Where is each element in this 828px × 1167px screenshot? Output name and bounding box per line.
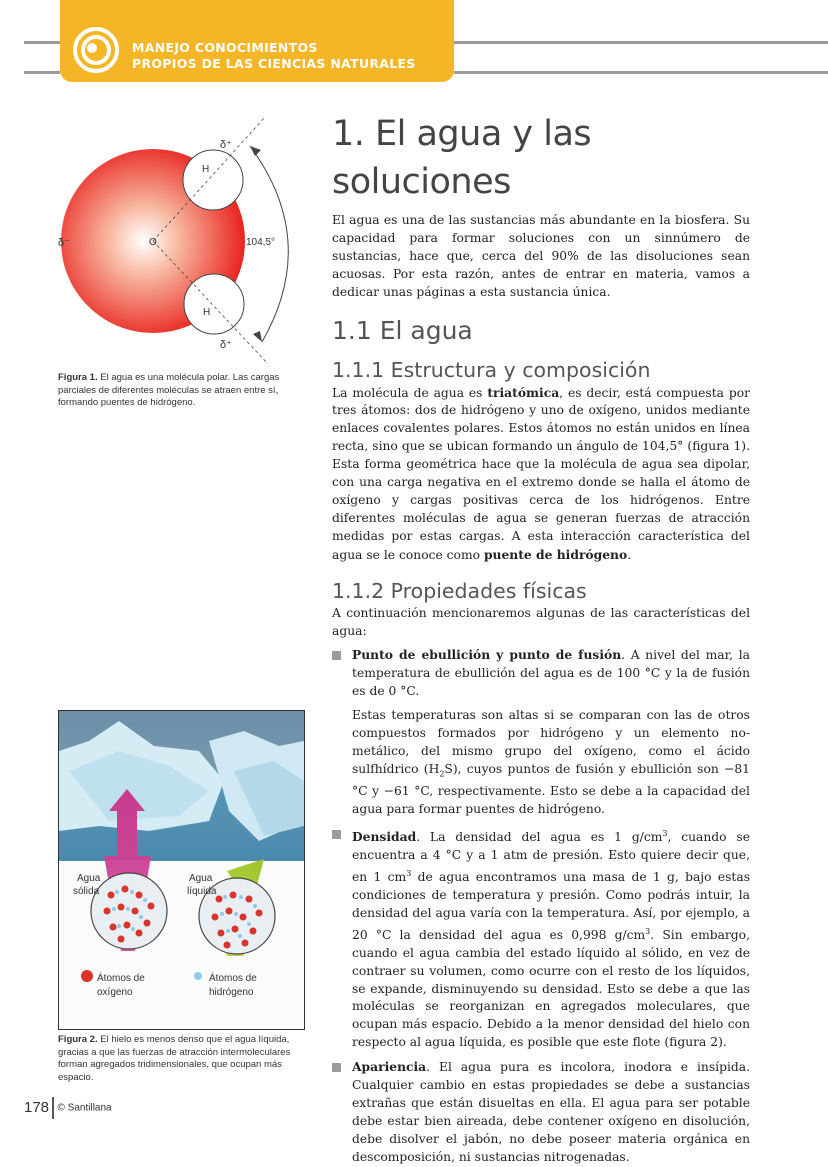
legend-oxygen-1: Átomos de	[97, 973, 145, 984]
density-sup-3: 3	[645, 926, 651, 936]
page-footer	[24, 1097, 112, 1119]
density-sup-1: 3	[662, 829, 668, 839]
hydrogen-atom-top	[183, 150, 243, 210]
figure2-ice-illustration	[58, 710, 305, 1030]
density-text-c: de agua encontramos una masa de 1 g, bajo estas condiciones de temperatura y presión. Como podrás intuir, la densidad del agua varía con la temperatura. Así, por ejemplo, a 20 °C la densidad del agua es 0,998 g/cm	[352, 870, 750, 942]
header-rule-right-2	[454, 71, 828, 74]
section-tab-text	[132, 40, 416, 72]
figure2-caption	[58, 1034, 304, 1084]
boiling-comparison-b: S), cuyos puntos de fusión y ebullición son −81 °C y −61 °C, respectivamente. Esto se debe a la capacidad del agua para formar puentes de hidrógeno.	[352, 761, 750, 817]
bullet-density-title: Densidad	[352, 829, 417, 845]
footer-divider	[52, 1097, 54, 1119]
header-rule-left-2	[24, 71, 60, 74]
label-h-top: H	[202, 164, 210, 175]
label-agua-liquida-1: Agua	[189, 873, 213, 884]
bullet-appearance	[332, 1058, 750, 1166]
page-number: 178	[24, 1099, 50, 1117]
section-1-1-heading: 1.1 El agua	[332, 315, 473, 345]
section-tab-line1: MANEJO CONOCIMIENTOS	[132, 40, 318, 55]
angle-arrow-top	[250, 146, 261, 156]
label-h-bottom: H	[203, 307, 211, 318]
boiling-comparison-paragraph	[332, 707, 750, 819]
figure2-caption-text: El hielo es menos denso que el agua líquida, gracias a que las fuerzas de atracción intermoleculares forman agregados tridimensionales, que ocupan más espacio.	[58, 1034, 291, 1083]
bullet-boiling-text: . A nivel del mar, la temperatura de ebullición del agua es de 100 °C y la de fusión es de 0 °C.	[352, 648, 750, 699]
structure-text-a: La molécula de agua es	[332, 385, 488, 400]
density-text-b: , cuando se encuentra a 4 °C y a 1 atm de presión. Esto quiere decir que, en 1 cm	[352, 830, 750, 885]
bullet-boiling-title: Punto de ebullición y punto de fusión	[352, 647, 622, 663]
intro-paragraph: El agua es una de las sustancias más abundante en la biosfera. Su capacidad para formar soluciones con un sinnúmero de sustancias, hace que, cerca del 90% de las disoluciones sean acuosas. Por esta razón, antes de entrar en materia, vamos a dedicar unas páginas a esta sustancia única.	[332, 213, 750, 299]
label-delta-top: δ⁺	[220, 139, 232, 151]
figure1-caption-text: El agua es una molécula polar. Las cargas parciales de diferentes moléculas se atraen entre sí, formando puentes de hidrógeno.	[58, 372, 280, 408]
density-text-d: . Sin embargo, cuando el agua cambia del estado líquido al sólido, en vez de contraer su volumen, como ocurre con el resto de los líquidos, se expande, disminuyendo su densidad. Esto se debe a que las moléculas se reorganizan en agregados moleculares, que ocupan más espacio. Debido a la menor densidad del hielo con respecto al agua líquida, es posible que este flote (figura 2).	[352, 927, 750, 1050]
figure2-caption-label: Figura 2.	[58, 1034, 98, 1045]
boiling-comparison-a: Estas temperaturas son altas si se comparan con las de otros compuestos formados por hidrógeno y un elemento no-metálico, del mismo grupo del oxígeno, como el ácido sulfhídrico (H	[352, 708, 750, 776]
bullet-appearance-title: Apariencia	[352, 1059, 427, 1075]
figure1-water-molecule	[50, 112, 310, 367]
main-column	[332, 110, 750, 1167]
figure1-caption	[58, 372, 298, 410]
label-o: O	[149, 237, 157, 248]
bullet-boiling-point	[332, 646, 750, 701]
label-angle: 104,5°	[246, 237, 276, 248]
section-tab-line2: PROPIOS DE LAS CIENCIAS NATURALES	[132, 56, 416, 71]
solid-water-circle	[91, 873, 167, 949]
label-agua-liquida-2: líquida	[187, 886, 217, 897]
properties-intro: A continuación mencionaremos algunas de las características del agua:	[332, 605, 750, 638]
legend-hydrogen-1: Átomos de	[209, 973, 257, 984]
header-rule-left	[24, 41, 60, 44]
copyright: © Santillana	[57, 1102, 112, 1114]
density-text-a: . La densidad del agua es 1 g/cm	[416, 830, 663, 845]
label-agua-solida-1: Agua	[77, 873, 101, 884]
structure-text-c: , es decir, está compuesta por tres átomos: dos de hidrógeno y uno de oxígeno, unidos mediante enlaces covalentes polares. Estos átomos no están unidos en línea recta, sino que se ubican formando un ángulo de 104,5° (figura 1). Esta forma geométrica hace que la molécula de agua sea dipolar, con una carga negativa en el extremo donde se halla el átomo de oxígeno y cargas positivas cerca de los hidrógenos. Entre diferentes moléculas de agua se generan fuerzas de atracción medidas por estas cargas. A esta interacción característica del agua se le conoce como	[332, 385, 750, 562]
section-1-1-1-heading: 1.1.1 Estructura y composición	[332, 357, 651, 382]
header-rule-right	[454, 41, 828, 44]
bullet-density	[332, 825, 750, 1052]
section-logo-icon	[70, 24, 122, 76]
label-agua-solida-2: sólida	[73, 886, 100, 897]
page-title: 1. El agua y las soluciones	[332, 114, 592, 202]
label-delta-bottom: δ⁺	[220, 339, 232, 351]
legend-hydrogen-2: hidrógeno	[209, 987, 254, 998]
structure-paragraph	[332, 384, 750, 565]
figure1-caption-label: Figura 1.	[58, 372, 98, 383]
bullet-appearance-text: . El agua pura es incolora, inodora e insípida. Cualquier cambio en estas propiedades se debe a sustancias extrañas que están disueltas en ella. El agua para ser potable debe estar bien aireada, debe contener oxígeno en disolución, debe disolver el jabón, no debe poseer materia orgánica en descomposición, ni sustancias nitrogenadas.	[352, 1060, 750, 1164]
oxygen-legend-icon	[81, 970, 93, 982]
structure-text-e: .	[627, 547, 632, 562]
section-1-1-2-heading: 1.1.2 Propiedades físicas	[332, 578, 587, 603]
structure-bold-triatomica: triatómica	[487, 384, 560, 400]
density-sup-2: 3	[406, 868, 412, 878]
structure-bold-puente: puente de hidrógeno	[483, 546, 628, 562]
hydrogen-legend-icon	[194, 972, 202, 980]
hydrogen-atom-bottom	[184, 274, 244, 334]
legend-oxygen-2: oxígeno	[97, 987, 133, 998]
boiling-comparison-sub: 2	[439, 769, 445, 779]
label-delta-left: δ⁻	[58, 237, 70, 249]
angle-arrow-bottom	[253, 331, 262, 342]
